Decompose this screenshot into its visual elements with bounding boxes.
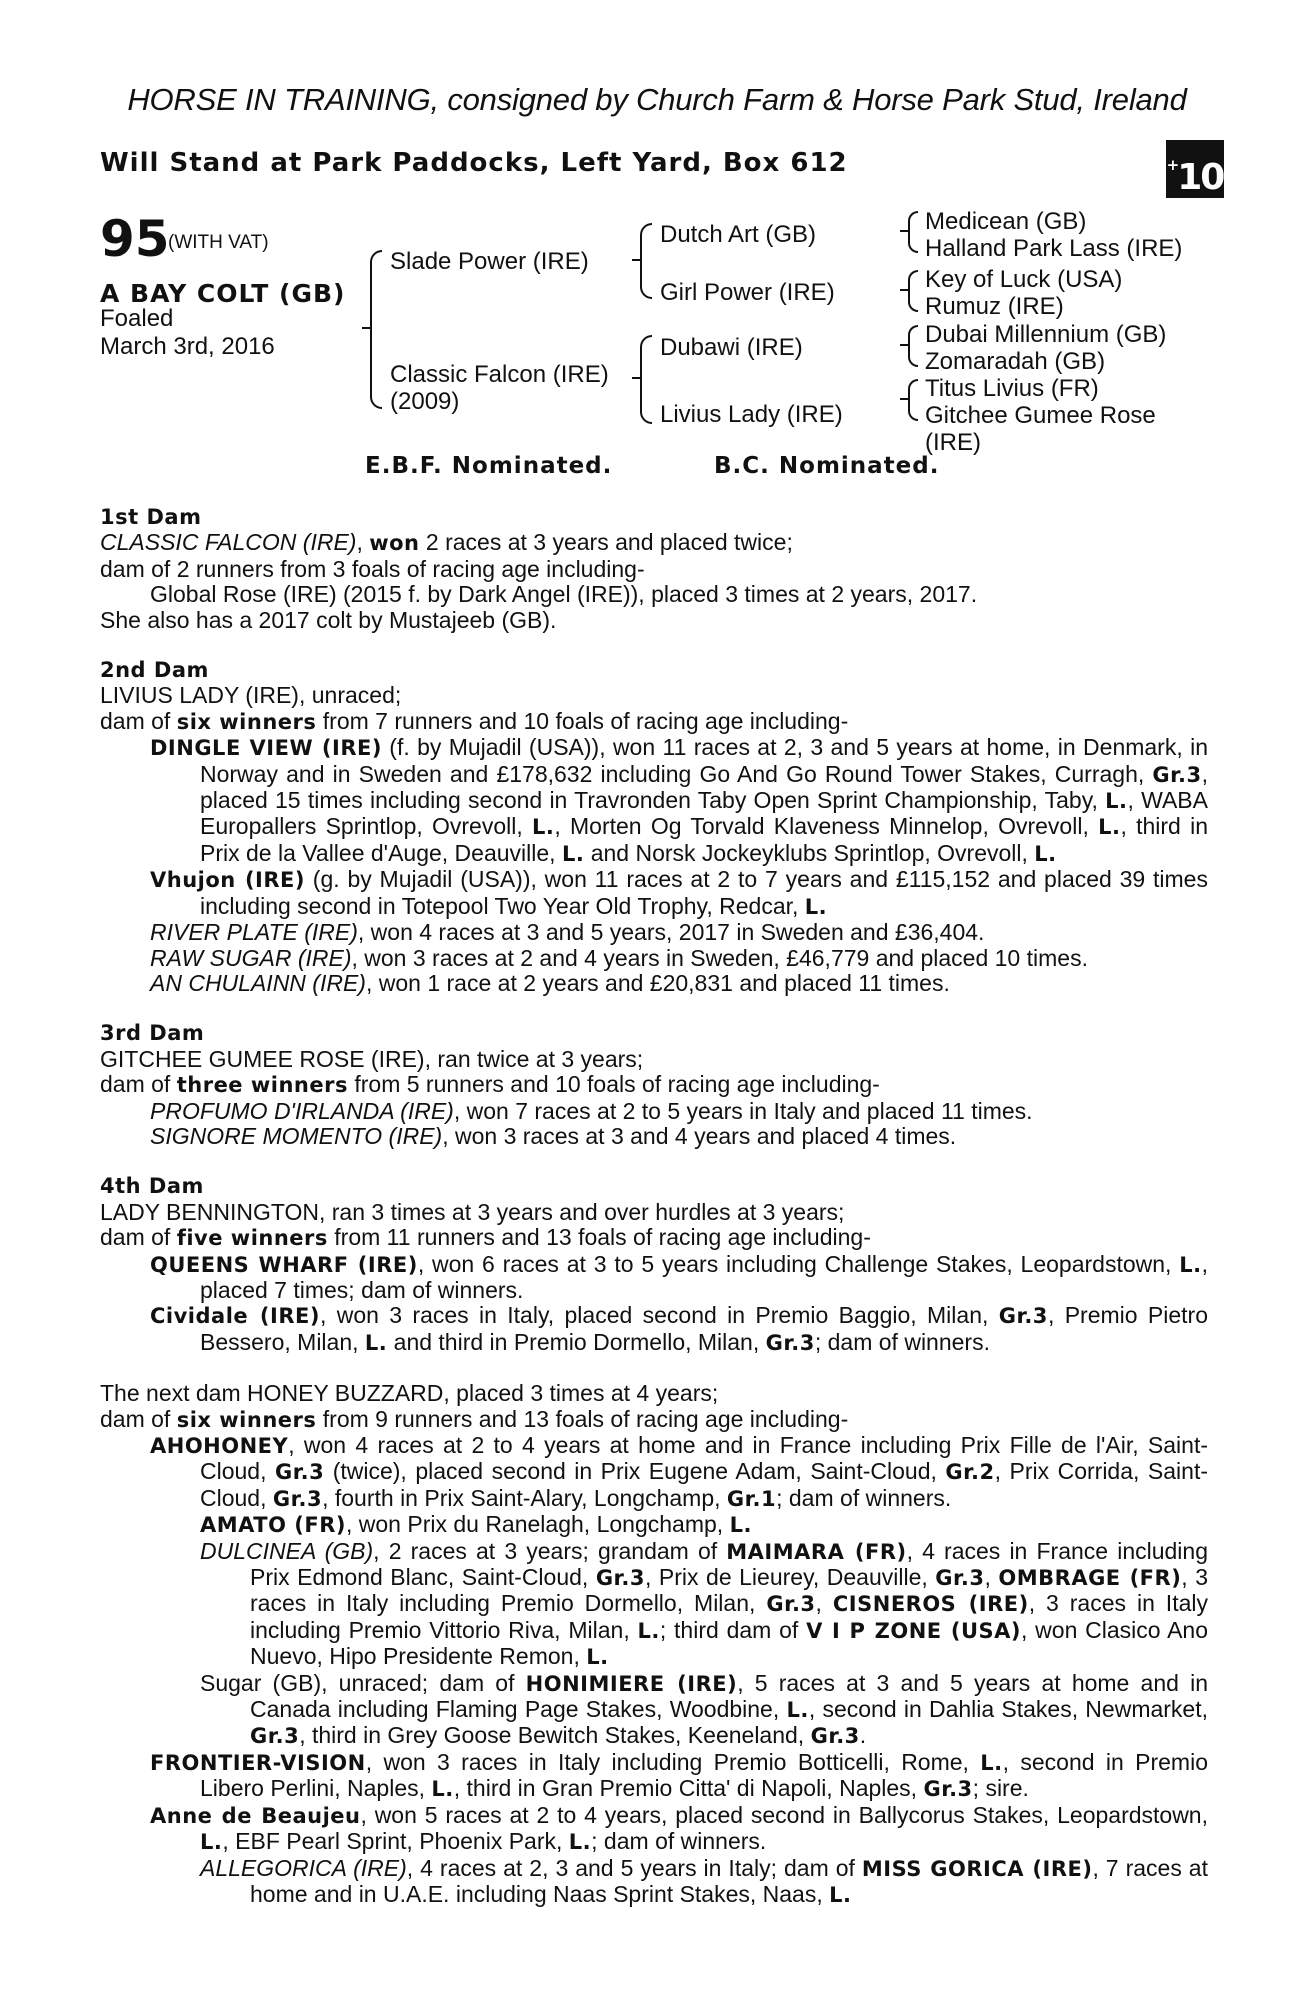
progeny-entry: Sugar (GB), unraced; dam of HONIMIERE (IRE), 5 races at 3 and 5 years at home and in Canada including Flaming Page Stakes, Woodbine, L., second in Dahlia Stakes, Newmarket, Gr.3, third in Grey Goose Bewitch Stakes, Keeneland, Gr.3. [200,1669,1208,1749]
ancestor-1: Medicean (GB) [925,208,1087,235]
next-dam-section: The next dam HONEY BUZZARD, placed 3 times at 4 years; dam of six winners from 9 runners and 13 foals of racing age including- AHOHONEY, won 4 races at 2 to 4 years at home and in France including Prix Fille de l'Air, Saint-Cloud, Gr.3 (twice), placed second in Prix Eugene Adam, Saint-Cloud, Gr.2, Prix Corrida, Saint-Cloud, Gr.3, fourth in Prix Saint-Alary, Longchamp, Gr.1; dam of winners. AMATO (FR), won Prix du Ranelagh, Longchamp, L. DULCINEA (GB), 2 races at 3 years; grandam of MAIMARA (FR), 4 races in France including Prix Edmond Blanc, Saint-Cloud, Gr.3, Prix de Lieurey, Deauville, Gr.3, OMBRAGE (FR), 3 races in Italy including Premio Dormello, Milan, Gr.3, CISNEROS (IRE), 3 races in Italy including Premio Vittorio Riva, Milan, L.; third dam of V I P ZONE (USA), won Clasico Ano Nuevo, Hipo Presidente Remon, L. Sugar (GB), unraced; dam of HONIMIERE (IRE), 5 races at 3 and 5 years at home and in Canada including Flaming Page Stakes, Woodbine, L., second in Dahlia Stakes, Newmarket, Gr.3, third in Grey Goose Bewitch Stakes, Keeneland, Gr.3. FRONTIER-VISION, won 3 races in Italy including Premio Botticelli, Rome, L., second in Premio Libero Perlini, Naples, L., third in Gran Premio Citta' di Napoli, Naples, Gr.3; sire. Anne de Beaujeu, won 5 races at 2 to 4 years, placed second in Ballycorus Stakes, Leopardstown, L., EBF Pearl Sprint, Phoenix Park, L.; dam of winners. ALLEGORICA (IRE), 4 races at 2, 3 and 5 years in Italy; dam of MISS GORICA (IRE), 7 races at home and in U.A.E. including Naas Sprint Stakes, Naas, L. [100,1380,1209,1907]
progeny-entry: Anne de Beaujeu, won 5 races at 2 to 4 years, placed second in Ballycorus Stakes, Leopardstown, L., EBF Pearl Sprint, Phoenix Park, L.; dam of winners. [150,1801,1208,1855]
progeny-entry: AN CHULAINN (IRE), won 1 race at 2 years and £20,831 and placed 11 times. [150,969,950,996]
fourth-dam-section: 4th Dam LADY BENNINGTON, ran 3 times at 3 years and over hurdles at 3 years; dam of five winners from 11 runners and 13 foals of racing age including- QUEENS WHARF (IRE), won 6 races at 3 to 5 years including Challenge Stakes, Leopardstown, L., placed 7 times; dam of winners. Cividale (IRE), won 3 races in Italy, placed second in Premio Baggio, Milan, Gr.3, Premio Pietro Bessero, Milan, L. and third in Premio Dormello, Milan, Gr.3; dam of winners. [100,1174,1208,1355]
foaled-info: Foaled March 3rd, 2016 [100,305,275,360]
dam-sire: Dubawi (IRE) [660,334,803,361]
bc-nominated: B.C. Nominated. [714,453,940,479]
dam-year: (2009) [390,388,460,415]
section-heading: 2nd Dam [100,658,209,683]
section-heading: 1st Dam [100,505,202,529]
stand-location: Will Stand at Park Paddocks, Left Yard, Box 612 [100,148,848,178]
progeny-entry: FRONTIER-VISION, won 3 races in Italy including Premio Botticelli, Rome, L., second in Premio Libero Perlini, Naples, L., third in Gran Premio Citta' di Napoli, Naples, Gr.3; sire. [150,1748,1208,1802]
third-dam-section: 3rd Dam GITCHEE GUMEE ROSE (IRE), ran twice at 3 years; dam of three winners from 5 runners and 10 foals of racing age including- PROFUMO D'IRLANDA (IRE), won 7 races at 2 to 5 years in Italy and placed 11 times. SIGNORE MOMENTO (IRE), won 3 races at 3 and 4 years and placed 4 times. [100,1021,1208,1149]
ancestor-2: Halland Park Lass (IRE) [925,235,1183,262]
consignor-line: HORSE IN TRAINING, consigned by Church Farm & Horse Park Stud, Ireland [127,82,1187,117]
first-dam-section: 1st Dam CLASSIC FALCON (IRE), won 2 races at 3 years and placed twice; dam of 2 runners from 3 foals of racing age including- Global Rose (IRE) (2015 f. by Dark Angel (IRE)), placed 3 times at 2 years, 2017. She also has a 2017 colt by Mustajeeb (GB). [100,505,1208,633]
dam-history [100,505,1208,1908]
ebf-nominated: E.B.F. Nominated. [365,453,613,479]
second-dam-section: 2nd Dam LIVIUS LADY (IRE), unraced; dam of six winners from 7 runners and 10 foals of racing age including- DINGLE VIEW (IRE) (f. by Mujadil (USA)), won 11 races at 2, 3 and 5 years at home, in Denmark, in Norway and in Sweden and £178,632 including Go And Go Round Tower Stakes, Curragh, Gr.3, placed 15 times including second in Travronden Taby Open Sprint Championship, Taby, L., WABA Europallers Sprintlop, Ovrevoll, L., Morten Og Torvald Klaveness Minnelop, Ovrevoll, L., third in Prix de la Vallee d'Auge, Deauville, L. and Norsk Jockeyklubs Sprintlop, Ovrevoll, L. Vhujon (IRE) (g. by Mujadil (USA)), won 11 races at 2 to 7 years and £115,152 and placed 39 times including second in Totepool Two Year Old Trophy, Redcar, L. RIVER PLATE (IRE), won 4 races at 3 and 5 years, 2017 in Sweden and £36,404. RAW SUGAR (IRE), won 3 races at 2 and 4 years in Sweden, £46,779 and placed 10 times. AN CHULAINN (IRE), won 1 race at 2 years and £20,831 and placed 11 times. [100,658,1208,996]
progeny-entry: PROFUMO D'IRLANDA (IRE), won 7 races at 2 to 5 years in Italy and placed 11 times. [150,1097,1033,1124]
progeny-entry: DULCINEA (GB), 2 races at 3 years; grandam of MAIMARA (FR), 4 races in France including Prix Edmond Blanc, Saint-Cloud, Gr.3, Prix de Lieurey, Deauville, Gr.3, OMBRAGE (FR), 3 races in Italy including Premio Dormello, Milan, Gr.3, CISNEROS (IRE), 3 races in Italy including Premio Vittorio Riva, Milan, L.; third dam of V I P ZONE (USA), won Clasico Ano Nuevo, Hipo Presidente Remon, L. [200,1537,1209,1670]
progeny-entry: RAW SUGAR (IRE), won 3 races at 2 and 4 years in Sweden, £46,779 and placed 10 times. [150,944,1088,971]
vat-label: (WITH VAT) [168,232,269,253]
dam-dam: Livius Lady (IRE) [660,401,843,428]
ancestor-7: Titus Livius (FR) [925,375,1099,402]
progeny-entry: QUEENS WHARF (IRE), won 6 races at 3 to 5 years including Challenge Stakes, Leopardstown, L., placed 7 times; dam of winners. [150,1250,1208,1303]
ancestor-4: Rumuz (IRE) [925,293,1064,320]
progeny-entry: AMATO (FR), won Prix du Ranelagh, Longchamp, L. [200,1511,752,1538]
section-heading: 3rd Dam [100,1021,205,1046]
progeny-entry: Vhujon (IRE) (g. by Mujadil (USA)), won 11 races at 2 to 7 years and £115,152 and placed 39 times including second in Totepool Two Year Old Trophy, Redcar, L. [150,866,1208,919]
sire-dam: Girl Power (IRE) [660,279,835,306]
ancestor-3: Key of Luck (USA) [925,266,1123,293]
progeny-entry: Global Rose (IRE) (2015 f. by Dark Angel (IRE)), placed 3 times at 2 years, 2017. [150,581,978,608]
progeny-entry: AHOHONEY, won 4 races at 2 to 4 years at home and in France including Prix Fille de l'Air, Saint-Cloud, Gr.3 (twice), placed second in Prix Eugene Adam, Saint-Cloud, Gr.2, Prix Corrida, Saint-Cloud, Gr.3, fourth in Prix Saint-Alary, Longchamp, Gr.1; dam of winners. [150,1432,1208,1511]
lot-badge: +10 [1166,140,1224,198]
progeny-entry: Cividale (IRE), won 3 races in Italy, placed second in Premio Baggio, Milan, Gr.3, Premio Pietro Bessero, Milan, L. and third in Premio Dormello, Milan, Gr.3; dam of winners. [150,1302,1208,1355]
progeny-entry: DINGLE VIEW (IRE) (f. by Mujadil (USA)), won 11 races at 2, 3 and 5 years at home, in Denmark, in Norway and in Sweden and £178,632 including Go And Go Round Tower Stakes, Curragh, Gr.3, placed 15 times including second in Travronden Taby Open Sprint Championship, Taby, L., WABA Europallers Sprintlop, Ovrevoll, L., Morten Og Torvald Klaveness Minnelop, Ovrevoll, L., third in Prix de la Vallee d'Auge, Deauville, L. and Norsk Jockeyklubs Sprintlop, Ovrevoll, L. [150,734,1208,866]
sire-sire: Dutch Art (GB) [660,221,817,248]
ancestor-5: Dubai Millennium (GB) [925,321,1167,348]
progeny-entry: RIVER PLATE (IRE), won 4 races at 3 and 5 years, 2017 in Sweden and £36,404. [150,919,985,946]
sire: Slade Power (IRE) [390,248,589,275]
lot-number: 95 [100,210,170,268]
progeny-entry: ALLEGORICA (IRE), 4 races at 2, 3 and 5 years in Italy; dam of MISS GORICA (IRE), 7 races at home and in U.A.E. including Naas Sprint Stakes, Naas, L. [200,1854,1208,1907]
ancestor-8: Gitchee Gumee Rose [925,402,1156,429]
ancestor-8-suffix: (IRE) [925,429,981,456]
progeny-entry: SIGNORE MOMENTO (IRE), won 3 races at 3 and 4 years and placed 4 times. [150,1122,957,1149]
lot-description: A BAY COLT (GB) [100,279,346,308]
dam: Classic Falcon (IRE) [390,361,609,388]
section-heading: 4th Dam [100,1174,204,1199]
ancestor-6: Zomaradah (GB) [925,348,1106,375]
